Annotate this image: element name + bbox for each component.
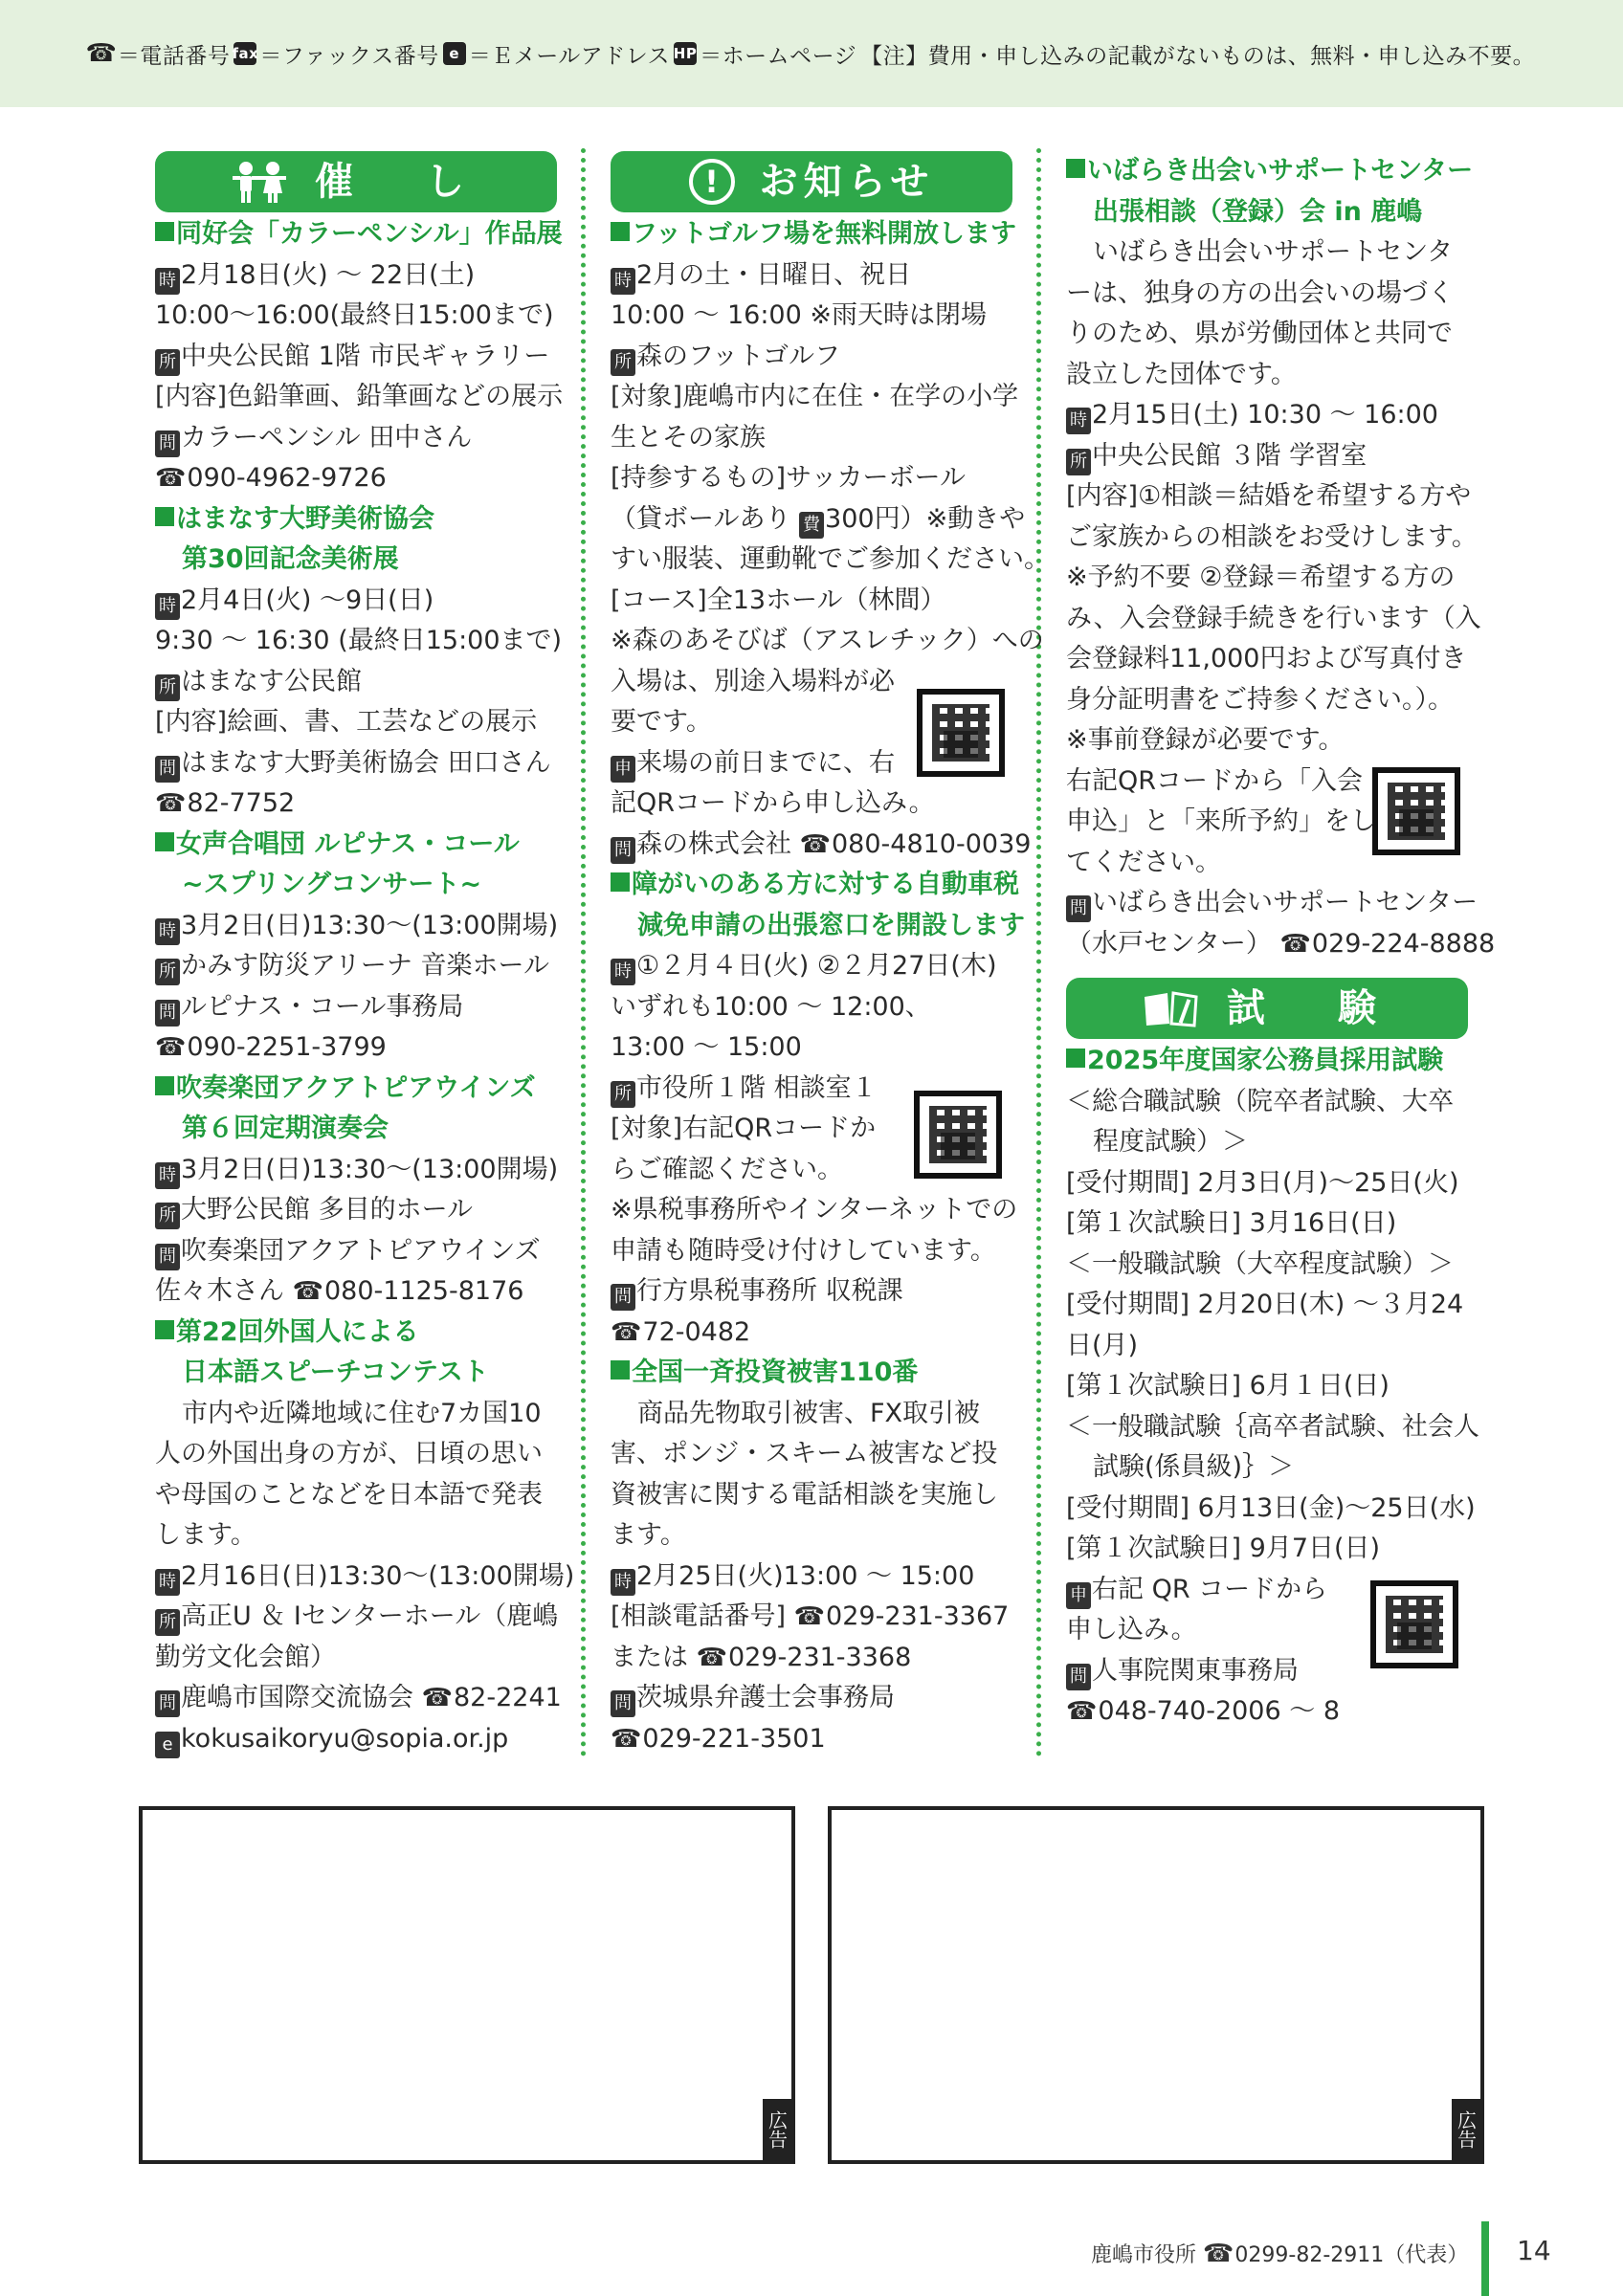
phone-icon: ☎ — [1279, 929, 1311, 959]
time-tag: 時 — [155, 1162, 180, 1189]
place-tag: 所 — [155, 1609, 180, 1636]
column-three: いばらき出会いサポートセンター 出張相談（登録）会 in 鹿嶋 いばらき出会いサポートセンターは、独身の方の出会いの場づくりのため、県が労働団体と共同で設立した団体です。 時 2月15日(土) 10:30 ～ 16:00 所 中央公民館 ３階 学習室 [内容]①相談＝結婚を希望する方や ご家族からの相談をお受けします。 ※予約不要 ②登録＝希望する方の み、入会登録手続きを行います（入 会登録料11,000円および写真付き 身分証明書をご持参ください。）。 ※事前登録が必要です。 右記QRコードから「入会 申込」と「来所予約」をし てください。 問 いばらき出会いサポートセンター （水戸センター） ☎029-224-8888 試 験 2025年度国家公務員採用試験 ＜総合職試験（院卒者試験、大卒 程度試験）＞ [受付期間] 2月3日(月)～25日(火) [第１次試験日] 3月16日(日) ＜一般職試験（大卒程度試験）＞ [受付期間] 2月20日(木) ～３月24 日(月) [第１次試験日] 6月１日(日) ＜一般職試験｛高卒者試験、社会人 試験(係員級)｝＞ [受付期間] 6月13日(金)～25日(水) [第１次試験日] 9月7日(日) 申 右記 QR コードから 申し込み。 問 人事院関東事務局 ☎048-740-2006 ～ 8 — [1066, 151, 1468, 1733]
people-icon — [231, 161, 290, 203]
column-separator — [581, 148, 586, 1757]
qr-code-footgolf[interactable] — [917, 689, 1005, 777]
place-tag: 所 — [155, 349, 180, 376]
legend-tel: ☎ ＝電話番号 — [85, 39, 231, 69]
time-tag: 時 — [155, 268, 180, 295]
notice-title: いばらき出会いサポートセンター — [1066, 151, 1468, 192]
inquiry-tag: 問 — [1066, 895, 1091, 922]
phone-icon: ☎ — [696, 1643, 727, 1672]
exam-heading: 試 験 — [1066, 978, 1468, 1039]
mail-icon: e — [443, 42, 466, 65]
time-tag: 時 — [155, 918, 180, 945]
place-tag: 所 — [155, 674, 180, 701]
event-title: 女声合唱団 ルピナス・コール — [155, 825, 557, 866]
footer-accent-bar — [1481, 2221, 1489, 2296]
phone-icon: ☎ — [1203, 2240, 1234, 2268]
time-tag: 時 — [611, 1569, 635, 1596]
apply-tag: 申 — [611, 756, 635, 783]
phone-icon: ☎ — [155, 464, 187, 493]
footer-contact: 鹿嶋市役所 ☎0299-82-2911（代表） — [1091, 2240, 1469, 2268]
advertisement-box — [139, 1806, 795, 2164]
time-tag: 時 — [611, 268, 635, 295]
notice-title: フットゴルフ場を無料開放します — [611, 214, 1012, 255]
fee-tag: 費 — [799, 512, 824, 539]
legend-band — [0, 0, 1623, 107]
place-tag: 所 — [611, 1081, 635, 1108]
inquiry-tag: 問 — [155, 1244, 180, 1270]
inquiry-tag: 問 — [155, 1690, 180, 1717]
place-tag: 所 — [155, 959, 180, 985]
notice-title: 障がいのある方に対する自動車税 — [611, 865, 1012, 906]
events-heading: 催 し — [155, 151, 557, 212]
phone-icon: ☎ — [421, 1684, 453, 1712]
place-tag: 所 — [1066, 449, 1091, 475]
events-column: 催 し 同好会「カラーペンシル」作品展 時 2月18日(火) ～ 22日(土) 10:00～16:00(最終日15:00まで) 所 中央公民館 1階 市民ギャラリー [内容]色鉛筆画、鉛筆画などの展示 問 カラーペンシル 田中さん ☎090-4962-9726 はまなす大野美術協会 第30回記念美術展 時 2月4日(火) ～9日(日) 9:30 ～ 16:30 (最終日15:00まで) 所 はまなす公民館 [内容]絵画、書、工芸などの展示 問 はまなす大野美術協会 田口さん ☎82-7752 女声合唱団 ルピナス・コール ~スプリングコンサート~ 時 3月2日(日)13:30～(13:00開場) 所 かみす防災アリーナ 音楽ホール 問 ルピナス・コール事務局 ☎090-2251-3799 吹奏楽団アクアトピアウインズ 第６回定期演奏会 時 3月2日(日)13:30～(13:00開場) 所 大野公民館 多目的ホール 問 吹奏楽団アクアトピアウインズ 佐々木さん ☎080-1125-8176 第22回外国人による 日本語スピーチコンテスト 市内や近隣地域に住む7カ国10人の外国出身の方が、日頃の思いや母国のことなどを日本語で発表します。 時 2月16日(日)13:30～(13:00開場) 所 高正U ＆ Iセンターホール（鹿嶋 勤労文化会館） 問 鹿嶋市国際交流協会 ☎82-2241 e kokusaikoryu@sopia.or.jp — [155, 151, 557, 1759]
qr-code-car-tax[interactable] — [914, 1091, 1002, 1179]
page-number: 14 — [1517, 2235, 1551, 2266]
fax-icon: fax — [233, 42, 256, 65]
legend-mail: e ＝Ｅメールアドレス — [443, 38, 670, 70]
notices-heading: ! お知らせ — [611, 151, 1012, 212]
mail-icon: e — [155, 1732, 180, 1758]
ad-label: 広告 — [763, 2099, 791, 2160]
email-link[interactable]: e kokusaikoryu@sopia.or.jp — [155, 1719, 557, 1760]
place-tag: 所 — [611, 349, 635, 376]
column-separator — [1036, 148, 1041, 1757]
phone-icon: ☎ — [799, 829, 831, 859]
inquiry-tag: 問 — [155, 1000, 180, 1027]
phone-icon: ☎ — [793, 1602, 826, 1631]
legend-fax: fax ＝ファックス番号 — [232, 43, 439, 69]
advertisement-box — [828, 1806, 1484, 2164]
ad-label: 広告 — [1452, 2099, 1480, 2160]
event-title: 第22回外国人による — [155, 1313, 557, 1354]
phone-icon: ☎ — [1066, 1697, 1098, 1726]
notebook-icon — [1141, 989, 1202, 1027]
place-tag: 所 — [155, 1203, 180, 1229]
time-tag: 時 — [1066, 408, 1091, 434]
phone-icon: ☎ — [611, 1724, 642, 1754]
event-title: 吹奏楽団アクアトピアウインズ — [155, 1069, 557, 1110]
phone-icon: ☎ — [292, 1277, 323, 1306]
phone-icon: ☎ — [85, 39, 118, 68]
exclamation-icon: ! — [689, 159, 735, 205]
event-title: 同好会「カラーペンシル」作品展 — [155, 214, 557, 255]
inquiry-tag: 問 — [611, 837, 635, 864]
inquiry-tag: 問 — [611, 1284, 635, 1311]
inquiry-tag: 問 — [611, 1690, 635, 1717]
time-tag: 時 — [611, 959, 635, 985]
time-tag: 時 — [155, 593, 180, 620]
time-tag: 時 — [155, 1569, 180, 1596]
phone-icon: ☎ — [155, 1033, 187, 1062]
notices-column: ! お知らせ フットゴルフ場を無料開放します 時 2月の土・日曜日、祝日 10:00 ～ 16:00 ※雨天時は閉場 所 森のフットゴルフ [対象]鹿嶋市内に在住・在学の小学 生とその家族 [持参するもの]サッカーボール （貸ボールあり 費 300円）※動きや すい服装、運動靴でご参加ください。 [コース]全13ホール（林間） ※森のあそびば（アスレチック）への 入場は、別途入場料が必 要です。 申 来場の前日までに、右 記QRコードから申し込み。 問 森の株式会社 ☎080-4810-0039 障がいのある方に対する自動車税 減免申請の出張窓口を開設します 時 ①２月４日(火) ②２月27日(木) いずれも10:00 ～ 12:00、 13:00 ～ 15:00 所 市役所１階 相談室１ [対象]右記QRコードか らご確認ください。 ※県税事務所やインターネットでの 申請も随時受け付けしています。 問 行方県税事務所 収税課 ☎72-0482 全国一斉投資被害110番 商品先物取引被害、FX取引被害、ポンジ・スキーム被害など投資被害に関する電話相談を実施します。 時 2月25日(火)13:00 ～ 15:00 [相談電話番号] ☎029-231-3367 または ☎029-231-3368 問 茨城県弁護士会事務局 ☎029-221-3501 — [611, 151, 1012, 1759]
notice-title: 2025年度国家公務員採用試験 — [1066, 1041, 1468, 1082]
inquiry-tag: 問 — [1066, 1664, 1091, 1690]
phone-icon: ☎ — [611, 1317, 642, 1347]
notice-title: 全国一斉投資被害110番 — [611, 1353, 1012, 1394]
legend-note: 【注】費用・申し込みの記載がないものは、無料・申し込み不要。 — [860, 43, 1536, 69]
event-title: はまなす大野美術協会 — [155, 499, 557, 541]
inquiry-tag: 問 — [155, 430, 180, 457]
phone-icon: ☎ — [155, 789, 187, 818]
apply-tag: 申 — [1066, 1582, 1091, 1609]
homepage-icon: HP — [674, 42, 697, 65]
legend-hp: HP ＝ホームページ — [673, 43, 857, 69]
inquiry-tag: 問 — [155, 756, 180, 783]
